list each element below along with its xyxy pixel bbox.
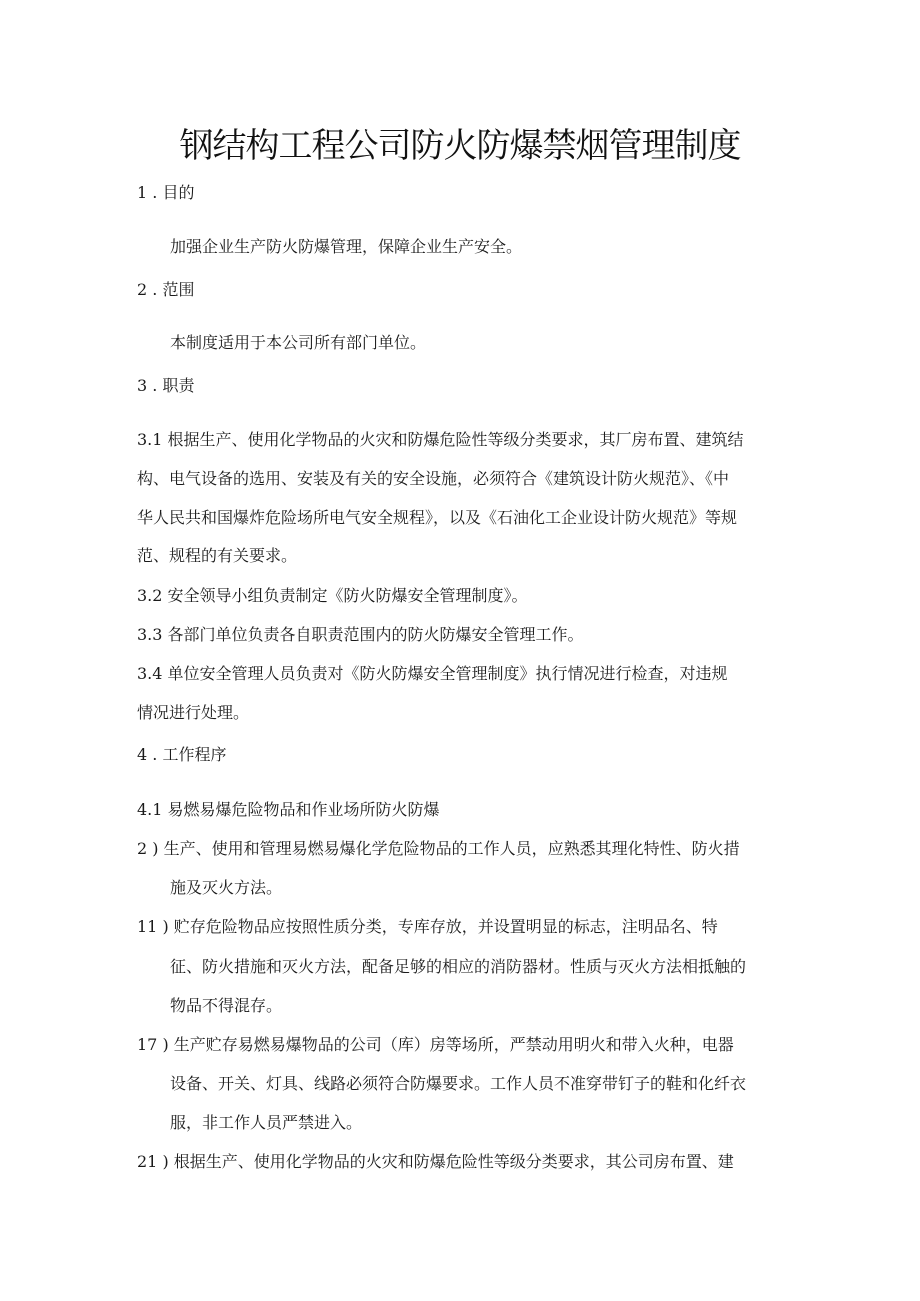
clause-3-4-line: 3.4 单位安全管理人员负责对《防火防爆安全管理制度》执行情况进行检查，对违规 [137,664,728,683]
item-17-line: 服，非工作人员严禁进入。 [170,1113,363,1132]
section-1-body: 加强企业生产防火防爆管理，保障企业生产安全。 [170,237,523,256]
clause-3-4-line: 情况进行处理。 [137,703,250,722]
section-1-heading: 1 . 目的 [137,183,195,202]
item-11-line: 征、防火措施和灭火方法，配备足够的相应的消防器材。性质与灭火方法相抵触的 [170,957,747,976]
clause-3-3: 3.3 各部门单位负责各自职责范围内的防火防爆安全管理工作。 [137,625,584,644]
document-title: 钢结构工程公司防火防爆禁烟管理制度 [179,126,741,166]
section-2-heading: 2 . 范围 [137,280,195,299]
clause-3-1-line: 构、电气设备的选用、安装及有关的安全设施，必须符合《建筑设计防火规范》、《中 [137,469,730,488]
clause-3-1-line: 华人民共和国爆炸危险场所电气安全规程》，以及《石油化工企业设计防火规范》等规 [137,508,738,527]
item-17-line: 设备、开关、灯具、线路必须符合防爆要求。工作人员不准穿带钉子的鞋和化纤衣 [170,1074,747,1093]
item-2-line: 2 ) 生产、使用和管理易燃易爆化学危险物品的工作人员，应熟悉其理化特性、防火措 [137,839,740,858]
item-2-line: 施及灭火方法。 [170,878,283,897]
item-11-line: 物品不得混存。 [170,996,283,1015]
clause-3-1-line: 范、规程的有关要求。 [137,546,298,565]
item-11-line: 11 ) 贮存危险物品应按照性质分类，专库存放，并设置明显的标志，注明品名、特 [137,917,718,936]
clause-3-1-line: 3.1 根据生产、使用化学物品的火灾和防爆危险性等级分类要求，其厂房布置、建筑结 [137,430,744,449]
item-17-line: 17 ) 生产贮存易燃易爆物品的公司（库）房等场所，严禁动用明火和带入火种，电器 [137,1035,734,1054]
clause-3-2: 3.2 安全领导小组负责制定《防火防爆安全管理制度》。 [137,586,528,605]
section-3-heading: 3 . 职责 [137,376,195,395]
clause-4-1: 4.1 易燃易爆危险物品和作业场所防火防爆 [137,800,440,819]
item-21-line: 21 ) 根据生产、使用化学物品的火灾和防爆危险性等级分类要求，其公司房布置、建 [137,1152,734,1171]
section-2-body: 本制度适用于本公司所有部门单位。 [170,333,427,352]
section-4-heading: 4 . 工作程序 [137,745,227,764]
